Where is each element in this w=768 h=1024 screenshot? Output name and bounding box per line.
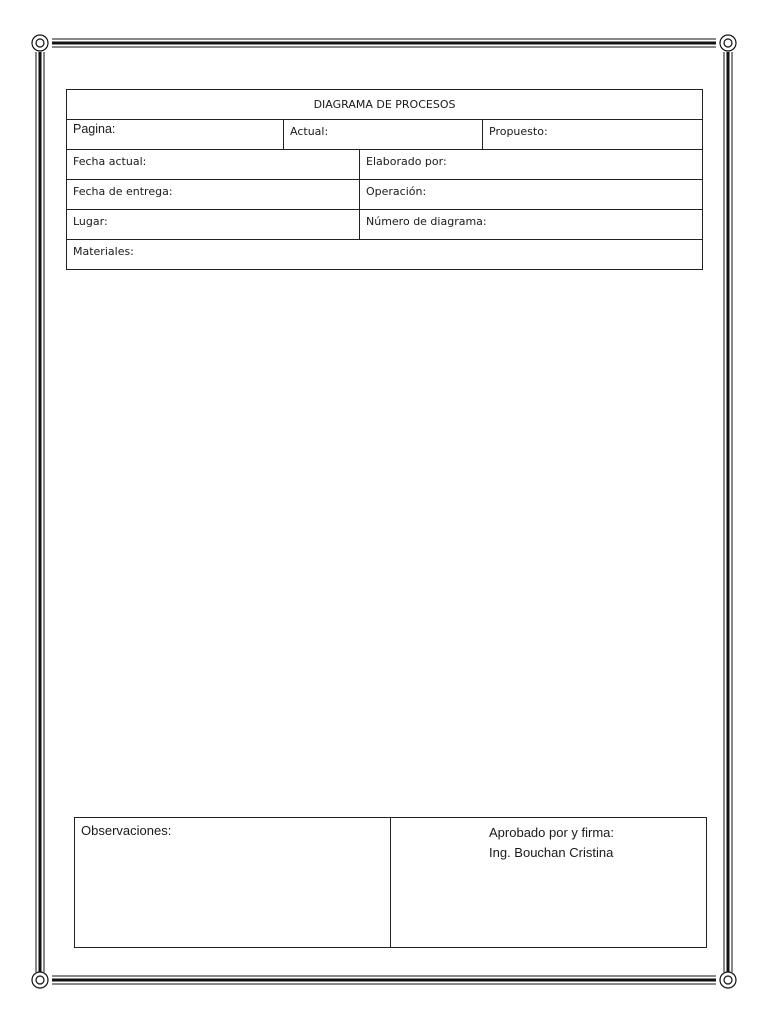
numero-diagrama-field: Número de diagrama: <box>360 210 703 240</box>
operacion-field: Operación: <box>360 180 703 210</box>
document-title: DIAGRAMA DE PROCESOS <box>67 90 703 120</box>
materiales-field: Materiales: <box>67 240 703 270</box>
actual-field: Actual: <box>284 120 483 150</box>
fecha-actual-field: Fecha actual: <box>67 150 360 180</box>
lugar-field: Lugar: <box>67 210 360 240</box>
process-diagram-header-table <box>66 89 703 270</box>
approval-cell <box>391 818 706 947</box>
propuesto-field: Propuesto: <box>483 120 703 150</box>
elaborado-por-field: Elaborado por: <box>360 150 703 180</box>
signer-name: Ing. Bouchan Cristina <box>489 845 614 860</box>
pagina-field: Pagina: <box>67 120 284 150</box>
observaciones-cell <box>75 818 391 947</box>
footer-box <box>74 817 707 948</box>
aprobado-label: Aprobado por y firma: <box>489 825 615 840</box>
observaciones-label: Observaciones: <box>81 823 172 838</box>
fecha-entrega-field: Fecha de entrega: <box>67 180 360 210</box>
